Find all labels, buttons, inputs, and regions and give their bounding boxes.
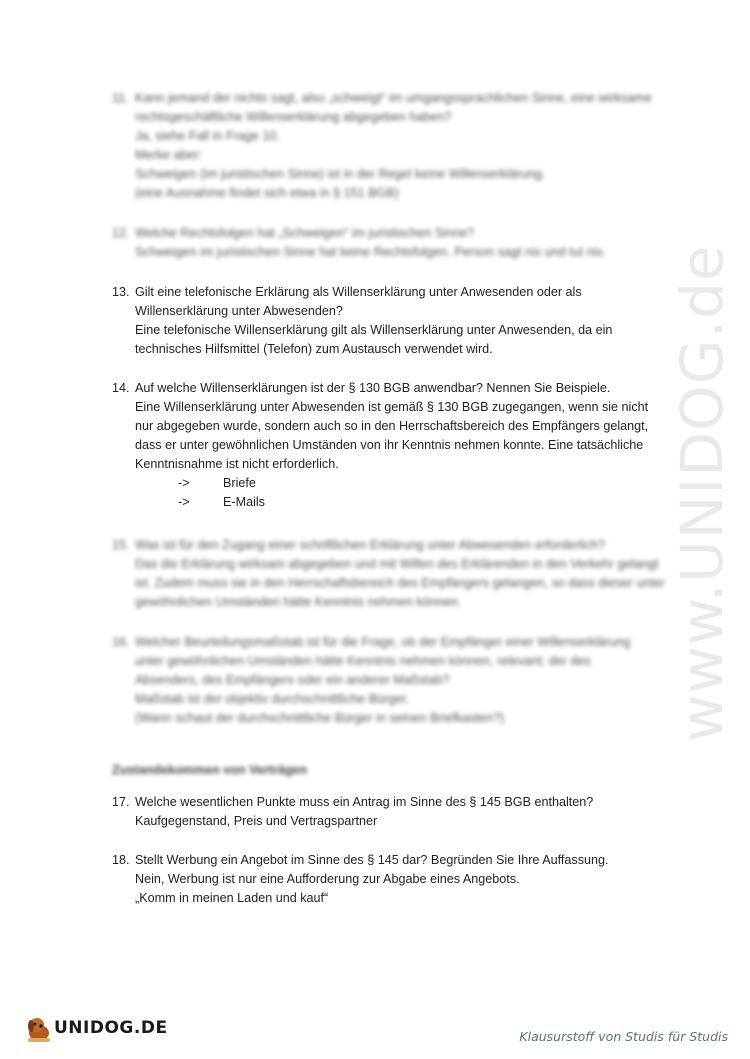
question-16 — [112, 633, 667, 728]
question-text: unter gewöhnlichen Umständen hätte Kenntnis nehmen können, relevant; der des — [135, 654, 591, 668]
question-17 — [112, 793, 667, 831]
answer-text: ist. Zudem muss sie in den Herrschaftsbereich des Empfängers gelangen, so dass dieser unter — [135, 576, 665, 590]
answer-text: Ja, siehe Fall in Frage 10. — [135, 129, 280, 143]
answer-text: Maßstab ist der objektiv durchschnittliche Bürger. — [135, 692, 410, 706]
question-text: Kann jemand der nichts sagt, also „schweigt“ im umgangssprachlichen Sinne, eine wirksame — [135, 91, 652, 105]
answer-text: „Komm in meinen Laden und kauf“ — [135, 891, 329, 905]
question-number: 11. — [112, 91, 129, 105]
question-14 — [112, 379, 667, 512]
answer-text: Nein, Werbung ist nur eine Aufforderung zur Abgabe eines Angebots. — [135, 872, 520, 886]
answer-text: gewöhnlichen Umständen hätte Kenntnis nehmen können. — [135, 595, 462, 609]
answer-text: Eine Willenserklärung unter Abwesenden ist gemäß § 130 BGB zugegangen, wenn sie nicht — [135, 400, 649, 414]
question-text: rechtsgeschäftliche Willenserklärung abgegeben haben? — [135, 110, 452, 124]
example-label: Briefe — [223, 476, 256, 490]
question-number: 17. — [112, 795, 130, 809]
question-text: Gilt eine telefonische Erklärung als Willenserklärung unter Anwesenden oder als — [135, 285, 582, 299]
example-label: E-Mails — [223, 495, 265, 509]
question-text: Welche wesentlichen Punkte muss ein Antrag im Sinne des § 145 BGB enthalten? — [135, 795, 594, 809]
question-18 — [112, 851, 667, 908]
arrow: -> — [178, 495, 190, 509]
question-11 — [112, 89, 667, 203]
answer-text: (eine Ausnahme findet sich etwa in § 151 BGB) — [135, 186, 399, 200]
question-number: 14. — [112, 381, 130, 395]
question-number: 16. — [112, 635, 130, 649]
question-text: Welche Rechtsfolgen hat „Schweigen“ im juristischen Sinne? — [135, 226, 475, 240]
arrow: -> — [178, 476, 190, 490]
answer-text: Schweigen (im juristischen Sinne) ist in der Regel keine Willenserklärung. — [135, 167, 546, 181]
question-15 — [112, 536, 667, 612]
question-text: Auf welche Willenserklärungen ist der § 130 BGB anwendbar? Nennen Sie Beispiele. — [135, 381, 611, 395]
question-12 — [112, 224, 667, 262]
question-13 — [112, 283, 667, 359]
watermark: www.UNIDOG.de — [668, 244, 736, 742]
question-number: 15. — [112, 538, 130, 552]
answer-text: Kaufgegenstand, Preis und Vertragspartner — [135, 814, 378, 828]
question-text: Was ist für den Zugang einer schriftlichen Erklärung unter Abwesenden erforderlich? — [135, 538, 605, 552]
answer-text: Kenntnisnahme ist nicht erforderlich. — [135, 457, 339, 471]
footer-tagline: Klausurstoff von Studis für Studis — [519, 1029, 728, 1044]
unidog-logo — [24, 1014, 168, 1044]
answer-text: nur abgegeben wurde, sondern auch so in den Herrschaftsbereich des Empfängers gelangt, — [135, 419, 649, 433]
question-text: Stellt Werbung ein Angebot im Sinne des § 145 dar? Begründen Sie Ihre Auffassung. — [135, 853, 609, 867]
question-text: Absenders, des Empfängers oder ein anderer Maßstab? — [135, 673, 450, 687]
example-item — [135, 474, 667, 493]
dog-icon — [24, 1014, 54, 1044]
question-number: 13. — [112, 285, 130, 299]
question-number: 12. — [112, 226, 130, 240]
answer-text: Das die Erklärung wirksam abgegeben und mit Willen des Erklärenden in den Verkehr gelangt — [135, 557, 659, 571]
answer-text: Merke aber: — [135, 148, 203, 162]
answer-text: technisches Hilfsmittel (Telefon) zum Austausch verwendet wird. — [135, 342, 493, 356]
question-text: Welcher Beurteilungsmaßstab ist für die Frage, ob der Empfänger einer Willenserklärung — [135, 635, 631, 649]
logo-text: UNIDOG.DE — [54, 1018, 168, 1038]
answer-text: dass er unter gewöhnlichen Umständen von ihr Kenntnis nehmen konnte. Eine tatsächliche — [135, 438, 644, 452]
section-heading: Zustandekommen von Verträgen — [112, 763, 308, 777]
answer-text: Schweigen im juristischen Sinne hat keine Rechtsfolgen. Person sagt nix und tut nix. — [135, 245, 607, 259]
answer-text: (Wann schaut der durchschnittliche Bürger in seinen Briefkasten?) — [135, 711, 505, 725]
question-number: 18. — [112, 853, 130, 867]
example-item — [135, 493, 667, 512]
question-text: Willenserklärung unter Abwesenden? — [135, 304, 343, 318]
answer-text: Eine telefonische Willenserklärung gilt als Willenserklärung unter Anwesenden, da ein — [135, 323, 613, 337]
